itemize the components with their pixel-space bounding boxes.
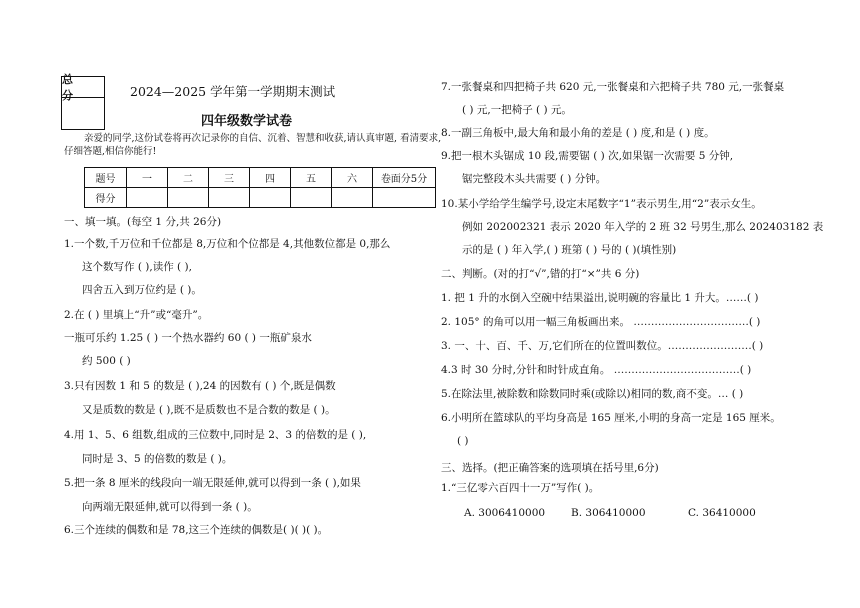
question-5-line-1: 5.把一条 8 厘米的线段向一端无限延伸,就可以得到一条 ( ),如果 [64,477,361,489]
judge-item-6-line-2: ( ) [457,435,469,447]
table-row-label: 得分 [85,188,127,208]
score-table-header-row [85,168,436,188]
question-2-line-1: 2.在 ( ) 里填上“升”或“毫升”。 [64,309,209,321]
judge-item-2: 2. 105° 的角可以用一幅三角板画出来。 ……………………………( ) [441,316,761,328]
judge-item-1: 1. 把 1 升的水倒入空碗中结果溢出,说明碗的容量比 1 升大。……( ) [441,292,759,304]
question-1-line-1: 1.一个数,千万位和千位都是 8,万位和个位都是 4,其他数位都是 0,那么 [64,238,391,250]
judge-item-3: 3. 一、十、百、千、万,它们所在的位置叫数位。……………………( ) [441,340,764,352]
choice-option-b: B. 306410000 [571,507,646,519]
question-1-line-3: 四舍五入到万位约是 ( )。 [82,284,202,296]
total-score-label: 总 分 [61,76,105,98]
choice-option-a: A. 3006410000 [464,507,546,519]
score-table [84,167,436,208]
score-cell[interactable] [332,188,373,208]
question-9-line-2: 锯完整段木头共需要 ( ) 分钟。 [462,173,607,185]
score-cell[interactable] [291,188,332,208]
intro-line-1: 亲爱的同学,这份试卷将再次记录你的自信、沉着、智慧和收获,请认真审题, 看清要求, [84,133,442,144]
score-cell[interactable] [168,188,209,208]
question-4-line-2: 同时是 3、5 的倍数的数是 ( )。 [82,453,233,465]
total-score-field[interactable] [61,97,105,130]
section-1-title: 一、填一填。(每空 1 分,共 26分) [64,216,222,228]
section-3-title: 三、选择。(把正确答案的选项填在括号里,6分) [441,462,659,474]
question-10-line-2: 例如 202002321 表示 2020 年入学的 2 班 32 号男生,那么 202403182 表 [462,221,824,233]
table-header-cell: 一 [127,168,168,188]
question-2-line-2: 一瓶可乐约 1.25 ( ) 一个热水器约 60 ( ) 一瓶矿泉水 [64,332,312,344]
table-header-cell: 五 [291,168,332,188]
question-1-line-2: 这个数写作 ( ),读作 ( ), [82,261,192,273]
question-7-line-2: ( ) 元,一把椅子 ( ) 元。 [462,104,572,116]
question-10-line-1: 10.某小学给学生编学号,设定末尾数字“1”表示男生,用“2”表示女生。 [441,198,762,210]
judge-item-4: 4.3 时 30 分时,分针和时针成直角。 ………………………………( ) [441,364,752,376]
question-10-line-3: 示的是 ( ) 年入学,( ) 班第 ( ) 号的 ( )(填性别) [462,244,677,256]
score-cell[interactable] [373,188,436,208]
question-6-line-1: 6.三个连续的偶数和是 78,这三个连续的偶数是( )( )( )。 [64,524,329,536]
paper-title: 四年级数学试卷 [201,114,293,129]
exam-title: 2024—2025 学年第一学期期末测试 [130,84,336,99]
score-cell[interactable] [250,188,291,208]
question-3-line-1: 3.只有因数 1 和 5 的数是 ( ),24 的因数有 ( ) 个,既是偶数 [64,380,336,392]
choice-question-1: 1.“三亿零六百四十一万”写作( )。 [441,482,600,494]
question-7-line-1: 7.一张餐桌和四把椅子共 620 元,一张餐桌和六把椅子共 780 元,一张餐桌 [441,81,785,93]
question-3-line-2: 又是质数的数是 ( ),既不是质数也不是合数的数是 ( )。 [82,404,336,416]
section-2-title: 二、判断。(对的打“√”,错的打“×”共 6 分) [441,268,640,280]
intro-line-2: 仔细答题,相信你能行! [64,146,157,157]
question-5-line-2: 向两端无限延伸,就可以得到一条 ( )。 [82,501,258,513]
score-table-score-row [85,188,436,208]
score-cell[interactable] [127,188,168,208]
judge-item-5: 5.在除法里,被除数和除数同时乘(或除以)相同的数,商不变。… ( ) [441,388,744,400]
question-8-line-1: 8.一副三角板中,最大角和最小角的差是 ( ) 度,和是 ( ) 度。 [441,127,715,139]
table-header-cell: 三 [209,168,250,188]
score-cell[interactable] [209,188,250,208]
question-4-line-1: 4.用 1、5、6 组数,组成的三位数中,同时是 2、3 的倍数的是 ( ), [64,429,367,441]
judge-item-6-line-1: 6.小明所在篮球队的平均身高是 165 厘米,小明的身高一定是 165 厘米。 [441,412,781,424]
table-header-cell: 四 [250,168,291,188]
table-header-cell: 二 [168,168,209,188]
table-header-cell: 卷面分5分 [373,168,436,188]
question-9-line-1: 9.把一根木头锯成 10 段,需要锯 ( ) 次,如果锯一次需要 5 分钟, [441,150,734,162]
choice-option-c: C. 36410000 [688,507,756,519]
table-header-cell: 题号 [85,168,127,188]
question-2-line-3: 约 500 ( ) [82,355,131,367]
table-header-cell: 六 [332,168,373,188]
